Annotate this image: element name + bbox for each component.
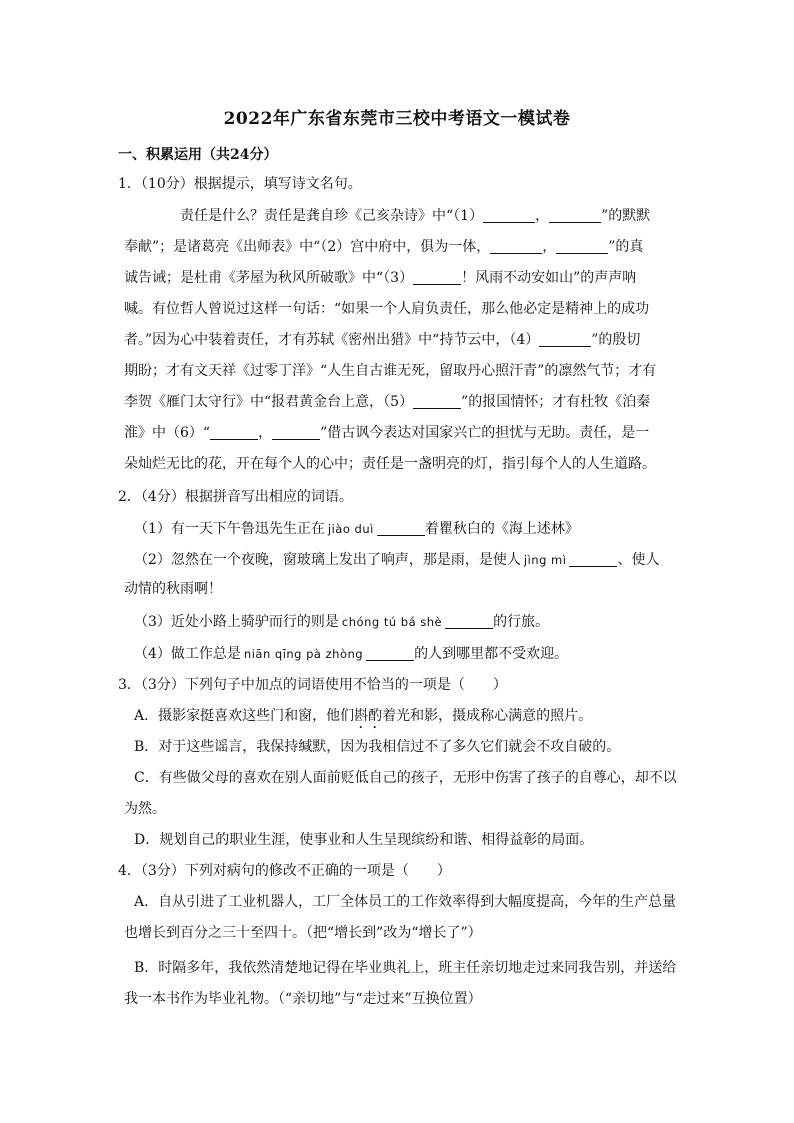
text: ”的真 xyxy=(608,239,644,255)
question-2-item xyxy=(134,644,568,664)
text: （1）有一天下午鲁迅先生正在 xyxy=(134,521,325,537)
text: （2）忽然在一个夜晚，窗玻璃上发出了响声，那是雨，是使人 xyxy=(134,552,521,568)
question-2-heading: 2．（4分）根据拼音写出相应的词语。 xyxy=(118,489,353,505)
question-1-line xyxy=(124,330,676,350)
section-heading: 一、积累运用（共24分） xyxy=(118,147,278,163)
text: 奉献”；是诸葛亮《出师表》中“（2）宫中府中，俱为一体， xyxy=(124,239,491,255)
text: 着光和影，摄成称心满意的照片。 xyxy=(382,708,593,724)
option-d[interactable]: D．规划自己的职业生涯，使事业和人生呈现缤纷和谐、相得益彰的局面。 xyxy=(134,832,594,848)
option-a-cont: 也增长到百分之三十至四十。（把“增长到”改为“增长了”） xyxy=(124,925,482,941)
text: ， xyxy=(535,208,550,224)
answer-blank[interactable] xyxy=(210,425,258,440)
question-1-line xyxy=(124,392,676,412)
text: 李贺《雁门太守行》中“报君黄金台上意，（5） xyxy=(124,394,414,410)
answer-blank[interactable] xyxy=(483,208,535,223)
answer-blank[interactable] xyxy=(539,332,591,347)
text: （4）做工作总是 xyxy=(134,646,241,662)
answer-blank[interactable] xyxy=(445,614,493,629)
question-4-heading: 4．（3分）下列对病句的修改不正确的一项是（ ） xyxy=(118,863,451,879)
option-c-cont: 为然。 xyxy=(124,801,166,817)
answer-blank[interactable] xyxy=(569,552,617,567)
answer-blank[interactable] xyxy=(556,239,608,254)
option-b[interactable]: B．对于这些谣言，我保持缄默，因为我相信过不了多久它们就会不攻自破的。 xyxy=(134,739,621,755)
question-2-item xyxy=(134,519,579,539)
question-1-line xyxy=(124,237,676,257)
option-b[interactable]: B．时隔多年，我依然清楚地记得在毕业典礼上，班主任亲切地走过来同我告别，并送给 xyxy=(134,960,677,976)
exam-title: 2022年广东省东莞市三校中考语文一模试卷 xyxy=(223,109,571,129)
question-3-heading: 3．（3分）下列句子中加点的词语使用不恰当的一项是（ ） xyxy=(118,677,507,693)
text: ， xyxy=(258,425,273,441)
text: ”借古讽今表达对国家兴亡的担忧与无助。责任，是一 xyxy=(320,425,650,441)
answer-blank[interactable] xyxy=(549,208,601,223)
answer-blank[interactable] xyxy=(413,270,461,285)
question-2-item xyxy=(134,550,659,570)
text: 着瞿秋白的《海上述林》 xyxy=(424,521,579,537)
answer-blank[interactable] xyxy=(366,646,414,661)
question-2-item xyxy=(134,612,549,632)
answer-blank[interactable] xyxy=(272,425,320,440)
option-b-cont: 我一本书作为毕业礼物。（“亲切地”与“走过来”互换位置） xyxy=(124,991,482,1007)
text: 淮》中（6）“ xyxy=(124,425,211,441)
question-1-line: 期盼；才有文天祥《过零丁洋》“人生自古谁无死，留取丹心照汗青”的凛然气节；才有 xyxy=(124,363,657,379)
question-1-line: 喊。有位哲人曾说过这样一句话：“如果一个人肩负责任，那么他必定是精神上的成功 xyxy=(124,301,650,317)
text: ！风雨不动安如山”的声声呐 xyxy=(461,270,637,286)
text: A．摄影家挺喜欢这些门和窗，他们 xyxy=(134,708,355,724)
text: （3）近处小路上骑驴而行的则是 xyxy=(134,614,339,630)
question-1-line xyxy=(124,423,676,443)
text: 、使人 xyxy=(617,552,660,568)
text: 的行旅。 xyxy=(493,614,550,630)
question-2-item-cont: 动情的秋雨啊！ xyxy=(124,581,222,597)
text: 的人到哪里都不受欢迎。 xyxy=(414,646,569,662)
text: 诚告诫；是杜甫《茅屋为秋风所破歌》中“（3） xyxy=(124,270,414,286)
text: 责任是什么？责任是龚自珍《己亥杂诗》中“（1） xyxy=(180,208,484,224)
text: ”的报国情怀；才有杜牧《泊秦 xyxy=(461,394,651,410)
option-c[interactable]: C．有些做父母的喜欢在别人面前贬低自己的孩子，无形中伤害了孩子的自尊心，却不以 xyxy=(134,770,677,786)
question-1-line xyxy=(124,268,676,288)
pinyin: jìng mì xyxy=(523,553,567,567)
option-a[interactable] xyxy=(134,706,592,732)
option-a[interactable]: A．自从引进了工业机器人，工厂全体员工的工作效率得到大幅度提高，今年的生产总量 xyxy=(134,894,677,910)
text: ， xyxy=(542,239,557,255)
answer-blank[interactable] xyxy=(413,394,461,409)
text: ”的殷切 xyxy=(591,332,641,348)
answer-blank[interactable] xyxy=(377,521,425,536)
question-1-heading: 1．（10分）根据提示，填写诗文名句。 xyxy=(118,176,362,192)
pinyin: jiào duì xyxy=(327,522,374,536)
text: ”的默默 xyxy=(601,208,651,224)
pinyin: chóng tú bá shè xyxy=(341,615,443,629)
text: 者。”因为心中装着责任，才有苏轼《密州出猎》中“持节云中，（4） xyxy=(124,332,540,348)
question-1-line xyxy=(180,206,732,226)
answer-blank[interactable] xyxy=(490,239,542,254)
dotted-word: 斟酌 xyxy=(354,708,383,724)
question-1-line: 朵灿烂无比的花，开在每个人的心中；责任是一盏明亮的灯，指引每个人的人生道路。 xyxy=(124,456,656,472)
pinyin: niān qīng pà zhòng xyxy=(243,647,364,661)
